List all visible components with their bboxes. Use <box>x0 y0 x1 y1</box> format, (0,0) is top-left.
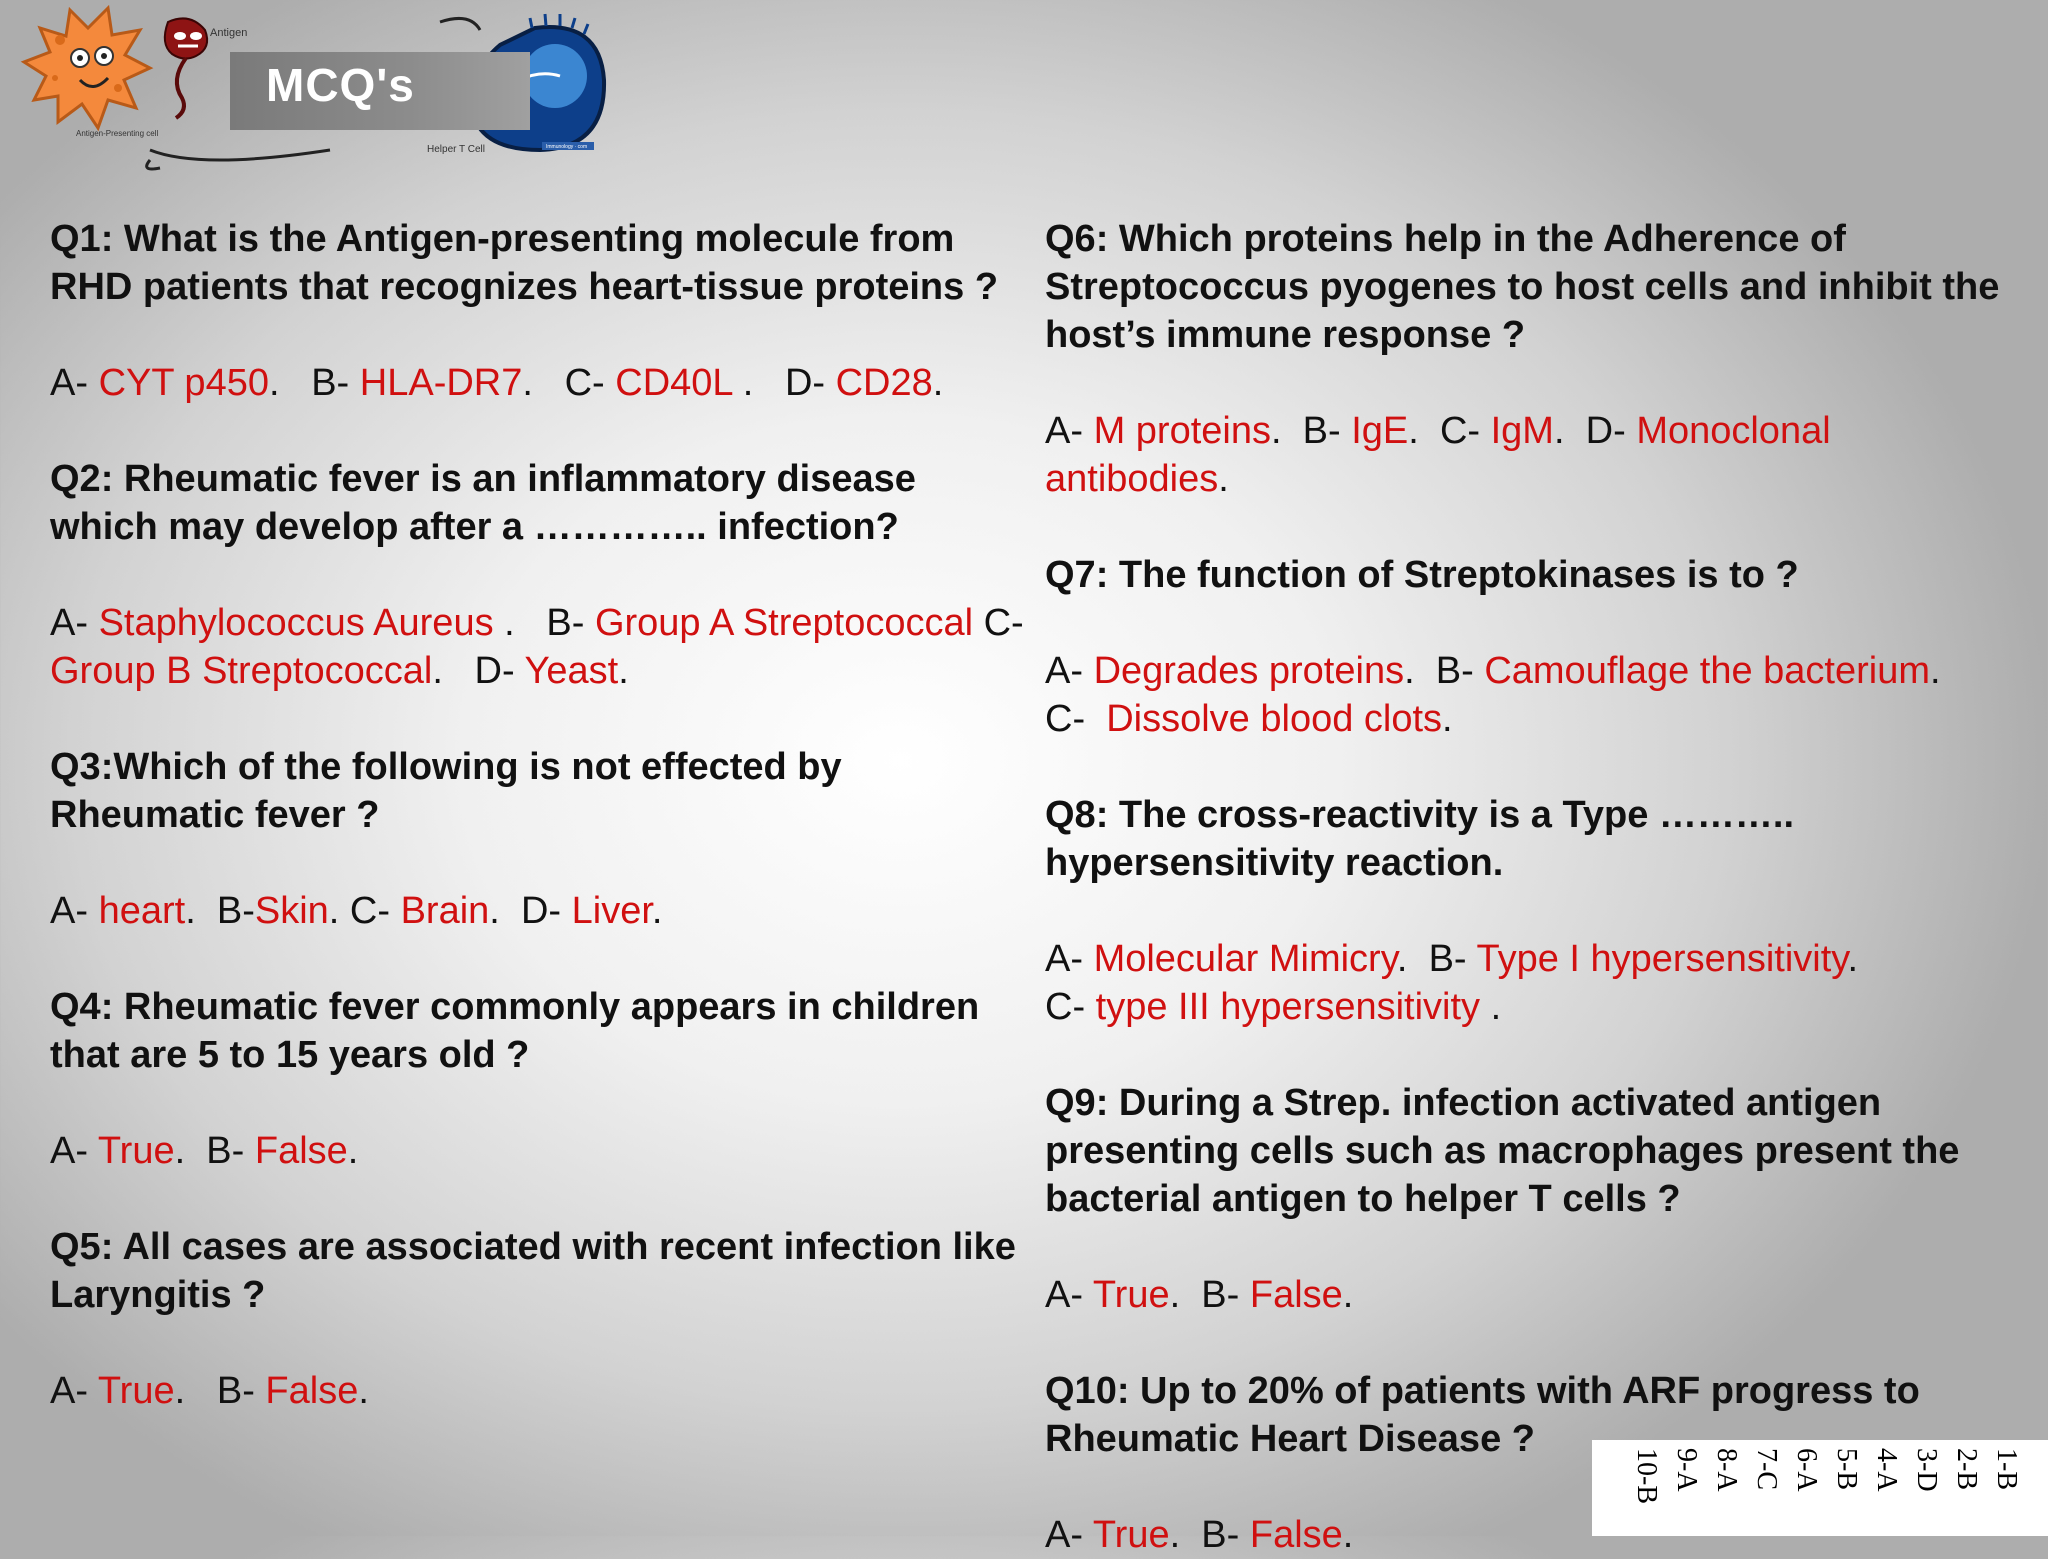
answer-key-item: 3-D <box>1911 1448 1942 1492</box>
answer-key <box>1620 1448 2020 1536</box>
answer-key-item: 7-C <box>1751 1448 1782 1490</box>
antigen-presenting-cell-icon <box>24 8 150 128</box>
answer-options-7: A- Degrades proteins. B- Camouflage the bacterium. C- Dissolve blood clots. <box>1045 650 1941 740</box>
right-question-column <box>1045 215 2025 1559</box>
question-10: Q10: Up to 20% of patients with ARF progress to Rheumatic Heart Disease ? <box>1045 1370 1920 1460</box>
answer-key-item: 1-B <box>1991 1448 2022 1490</box>
answer-options-10: A- True. B- False. <box>1045 1514 1354 1556</box>
question-7: Q7: The function of Streptokinases is to ? <box>1045 554 1799 596</box>
answer-key-item: 6-A <box>1791 1448 1822 1492</box>
svg-text:Immunology · com: Immunology · com <box>546 144 588 150</box>
svg-text:Helper T Cell: Helper T Cell <box>427 144 485 155</box>
answer-options-4: A- True. B- False. <box>50 1130 359 1172</box>
answer-options-9: A- True. B- False. <box>1045 1274 1354 1316</box>
question-2: Q2: Rheumatic fever is an inflammatory disease which may develop after a ………….. infection? <box>50 458 916 548</box>
answer-options-1: A- CYT p450. B- HLA-DR7. C- CD40L . D- CD28. <box>50 362 944 404</box>
header-banner <box>0 0 640 190</box>
question-4: Q4: Rheumatic fever commonly appears in children that are 5 to 15 years old ? <box>50 986 980 1076</box>
answer-key-item: 8-A <box>1711 1448 1742 1492</box>
svg-text:Antigen: Antigen <box>210 27 248 39</box>
question-5: Q5: All cases are associated with recent infection like Laryngitis ? <box>50 1226 1016 1316</box>
page-title: MCQ's <box>266 59 415 111</box>
svg-text:Antigen-Presenting cell: Antigen-Presenting cell <box>76 129 159 138</box>
answer-key-item: 5-B <box>1831 1448 1862 1490</box>
answer-options-3: A- heart. B-Skin. C- Brain. D- Liver. <box>50 890 663 932</box>
question-6: Q6: Which proteins help in the Adherence of Streptococcus pyogenes to host cells and inhibit the host’s immune response ? <box>1045 218 2000 356</box>
answer-key-item: 10-B <box>1631 1448 1662 1504</box>
answer-options-8: A- Molecular Mimicry. B- Type I hypersensitivity. C- type III hypersensitivity . <box>1045 938 1859 1028</box>
answer-key-item: 4-A <box>1871 1448 1902 1492</box>
question-8: Q8: The cross-reactivity is a Type ……….. hypersensitivity reaction. <box>1045 794 1794 884</box>
question-3: Q3:Which of the following is not effected by Rheumatic fever ? <box>50 746 842 836</box>
question-1: Q1: What is the Antigen-presenting molecule from RHD patients that recognizes heart-tissue proteins ? <box>50 218 999 308</box>
left-question-column <box>50 215 1025 1415</box>
antigen-icon <box>165 18 207 118</box>
answer-key-item: 2-B <box>1951 1448 1982 1490</box>
answer-options-2: A- Staphylococcus Aureus . B- Group A Streptococcal C- Group B Streptococcal. D- Yeast. <box>50 602 1024 692</box>
answer-options-6: A- M proteins. B- IgE. C- IgM. D- Monoclonal antibodies. <box>1045 410 1831 500</box>
answer-key-item: 9-A <box>1671 1448 1702 1492</box>
question-9: Q9: During a Strep. infection activated antigen presenting cells such as macrophages present the bacterial antigen to helper T cells ? <box>1045 1082 1960 1220</box>
answer-options-5: A- True. B- False. <box>50 1370 369 1412</box>
